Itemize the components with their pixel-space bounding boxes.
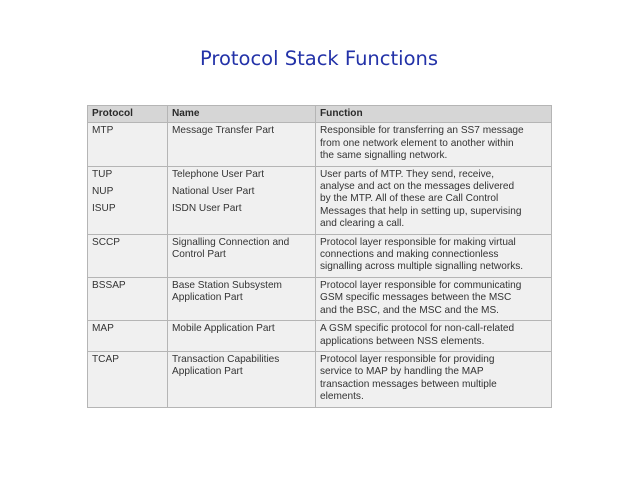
name-cell — [168, 123, 316, 166]
slide-title: Protocol Stack Functions — [199, 47, 439, 70]
name-cell — [168, 321, 316, 352]
name-text: Base Station Subsystem — [172, 279, 282, 291]
name-text: Application Part — [172, 366, 243, 378]
function-cell — [316, 321, 552, 352]
name-cell — [168, 234, 316, 277]
header-protocol: Protocol — [88, 106, 168, 123]
name-cell — [168, 277, 316, 320]
function-text: elements. — [320, 391, 364, 403]
name-text: Mobile Application Part — [172, 323, 275, 335]
protocol-table — [87, 105, 552, 408]
function-text: connections and making connectionless — [320, 249, 499, 261]
function-text: A GSM specific protocol for non-call-related — [320, 323, 515, 335]
function-text: and clearing a call. — [320, 218, 405, 230]
function-cell — [316, 234, 552, 277]
name-cell — [168, 351, 316, 407]
function-cell — [316, 123, 552, 166]
protocol-text: MTP — [92, 125, 114, 137]
table-row — [88, 321, 552, 352]
function-text: Messages that help in setting up, supervising — [320, 205, 522, 217]
protocol-text: NUP — [92, 186, 114, 198]
table-row — [88, 123, 552, 166]
function-cell — [316, 351, 552, 407]
name-text: Control Part — [172, 249, 226, 261]
table-row — [88, 277, 552, 320]
table-row — [88, 351, 552, 407]
name-text: Application Part — [172, 292, 243, 304]
protocol-cell — [88, 321, 168, 352]
protocol-text: MAP — [92, 323, 114, 335]
function-text: transaction messages between multiple — [320, 378, 497, 390]
function-text: Protocol layer responsible for making virtual — [320, 236, 516, 248]
function-text: GSM specific messages between the MSC — [320, 292, 512, 304]
function-text: by the MTP. All of these are Call Control — [320, 193, 499, 205]
header-function: Function — [316, 106, 552, 123]
function-cell — [316, 277, 552, 320]
table-row — [88, 234, 552, 277]
protocol-cell — [88, 123, 168, 166]
name-text: National User Part — [172, 186, 255, 198]
function-text: the same signalling network. — [320, 150, 448, 162]
function-text: Responsible for transferring an SS7 message — [320, 125, 524, 137]
function-cell — [316, 166, 552, 234]
table-header-row — [88, 106, 552, 123]
protocol-text: TCAP — [92, 353, 119, 365]
function-text: Protocol layer responsible for communicating — [320, 279, 522, 291]
name-cell — [168, 166, 316, 234]
function-text: User parts of MTP. They send, receive, — [320, 168, 495, 180]
table-row — [88, 166, 552, 234]
protocol-cell — [88, 166, 168, 234]
protocol-text: BSSAP — [92, 279, 126, 291]
protocol-cell — [88, 351, 168, 407]
name-text: Signalling Connection and — [172, 236, 290, 248]
function-text: analyse and act on the messages delivered — [320, 181, 515, 193]
header-name: Name — [168, 106, 316, 123]
protocol-text: SCCP — [92, 236, 121, 248]
function-text: from one network element to another within — [320, 137, 514, 149]
protocol-text: TUP — [92, 168, 113, 180]
name-text: Transaction Capabilities — [172, 353, 280, 365]
protocol-text: ISUP — [92, 203, 116, 215]
name-text: ISDN User Part — [172, 203, 242, 215]
function-text: Protocol layer responsible for providing — [320, 353, 495, 365]
function-text: service to MAP by handling the MAP — [320, 366, 484, 378]
function-text: signalling across multiple signalling networks. — [320, 261, 524, 273]
protocol-cell — [88, 277, 168, 320]
protocol-cell — [88, 234, 168, 277]
function-text: and the BSC, and the MSC and the MS. — [320, 304, 499, 316]
function-text: applications between NSS elements. — [320, 335, 485, 347]
name-text: Message Transfer Part — [172, 125, 275, 137]
name-text: Telephone User Part — [172, 168, 265, 180]
